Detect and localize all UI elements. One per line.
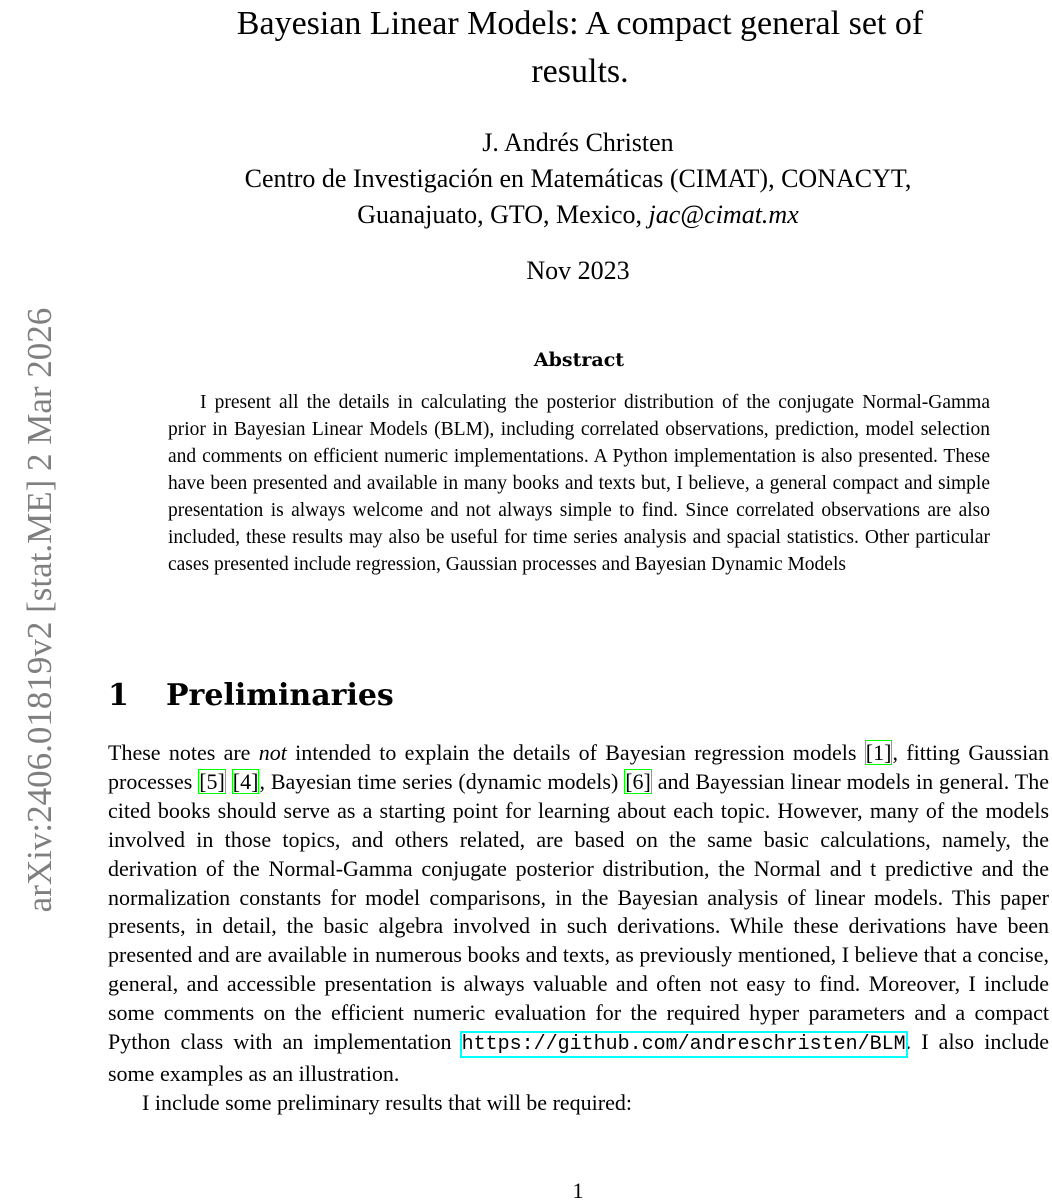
text-run: . I also include some examples as an illustration.	[108, 1029, 1049, 1086]
text-run: , fitting Gaussian processes	[108, 740, 1049, 794]
emphasis-not: not	[258, 740, 287, 765]
affiliation-line-2	[108, 199, 1048, 231]
paragraph-1	[108, 739, 1049, 1089]
text-run: , Bayesian time series (dynamic models)	[259, 768, 625, 794]
publication-date: Nov 2023	[526, 256, 630, 285]
text-run	[226, 769, 232, 794]
section-body	[108, 739, 1049, 1118]
text-run: and Bayessian linear models in general. The cited books should serve as a starting point for learning about each topic. However, many of the models involved in those topics, and others related, are based on the same basic calculations, namely, the derivation of the Normal-Gamma conjugate posterior distribution, the Normal and t predictive and the normalization constants for model comparisons, in the Bayesian analysis of linear models. This paper presents, in detail, the basic algebra involved in such derivations. While these derivations have been presented and are available in numerous books and texts, as previously mentioned, I believe that a concise, general, and accessible presentation is always valuable and often not easy to find. Moreover, I include some comments on the efficient numeric evaluation for the required hyper parameters and a compact Python class with an implementation	[108, 768, 1050, 1055]
github-url-link[interactable]: https://github.com/andreschristen/BLM	[461, 1033, 906, 1057]
abstract-text	[168, 389, 990, 578]
text-run: These notes are	[108, 740, 259, 765]
title-line-2: results.	[531, 53, 629, 90]
paper-title	[108, 0, 1052, 96]
citation-link-4[interactable]: [4]	[232, 768, 259, 794]
affiliation-location: Guanajuato, GTO, Mexico,	[357, 200, 649, 229]
section-heading	[108, 674, 1008, 718]
section-title: Preliminaries	[166, 678, 394, 713]
text-run: intended to explain the details of Bayesian regression models	[286, 740, 865, 765]
citation-link-6[interactable]: [6]	[625, 768, 651, 794]
title-line-1: Bayesian Linear Models: A compact general set of	[236, 5, 924, 42]
affiliation-line-1: Centro de Investigación en Matemáticas (CIMAT), CONACYT,	[244, 164, 912, 193]
section-number: 1	[108, 678, 129, 713]
citation-link-1[interactable]: [1]	[865, 740, 892, 765]
arxiv-identifier-stamp: arXiv:2406.01819v2 [stat.ME] 2 Mar 2026	[20, 307, 59, 913]
author-email: jac@cimat.mx	[648, 200, 799, 229]
citation-link-5[interactable]: [5]	[199, 768, 225, 794]
paragraph-2: I include some preliminary results that will be required:	[142, 1089, 632, 1115]
author-name: J. Andrés Christen	[482, 128, 674, 157]
page-number: 1	[572, 1178, 584, 1203]
abstract-heading: Abstract	[533, 349, 625, 371]
abstract-body: I present all the details in calculating the posterior distribution of the conjugate Normal-Gamma prior in Bayesian Linear Models (BLM), including correlated observations, prediction, model selection and comments on efficient numeric implementations. A Python implementation is also presented. These have been presented and available in many books and texts but, I believe, a general compact and simple presentation is always welcome and not always simple to find. Since correlated observations are also included, these results may also be useful for time series analysis and spacial statistics. Other particular cases presented include regression, Gaussian processes and Bayesian Dynamic Models	[168, 392, 990, 575]
